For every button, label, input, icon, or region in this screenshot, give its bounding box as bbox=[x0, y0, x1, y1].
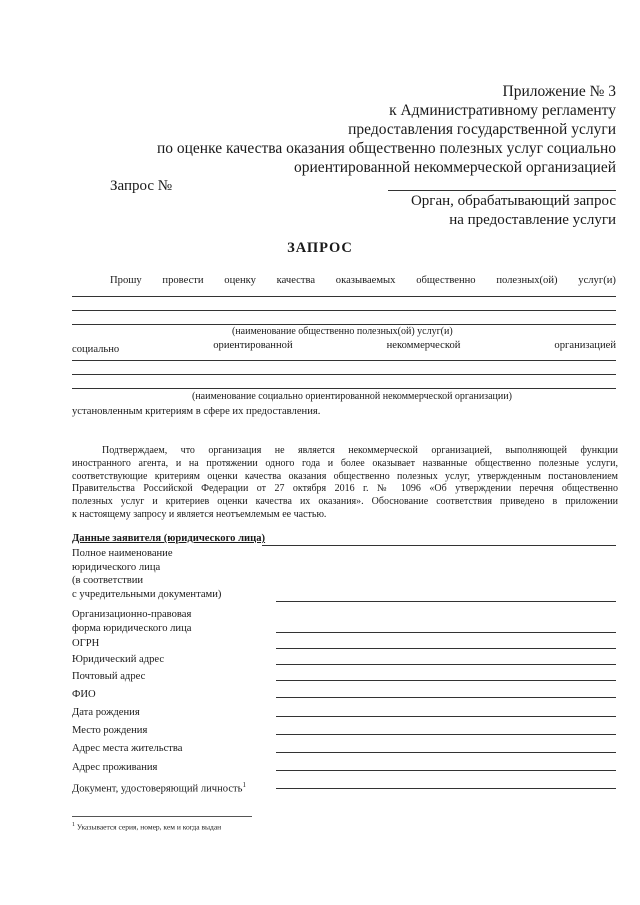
field-label-residence-address: Адрес места жительства bbox=[72, 743, 183, 754]
org-word: ориентированной bbox=[213, 340, 293, 351]
footnote-ref: 1 bbox=[242, 781, 246, 789]
field-label-line: форма юридического лица bbox=[72, 622, 192, 634]
intro-word: Прошу bbox=[110, 275, 142, 286]
confirmation-line: иностранного агента, и на протяжении одного года и более оказывает названные общественно полезные услуги, bbox=[72, 457, 618, 469]
intro-word: провести bbox=[162, 275, 204, 286]
org-line-1 bbox=[72, 360, 616, 361]
field-residence-address[interactable] bbox=[276, 752, 616, 753]
intro-word: общественно bbox=[416, 275, 476, 286]
org-line-2 bbox=[72, 374, 616, 375]
services-line-2 bbox=[72, 310, 616, 311]
confirmation-paragraph bbox=[72, 445, 618, 522]
footnote bbox=[72, 822, 221, 832]
confirmation-line: Подтверждаем, что организация не является некоммерческой организацией, выполняющей функции bbox=[102, 445, 618, 456]
request-number-label: Запрос № bbox=[110, 178, 173, 194]
appendix-regulation: к Административному регламенту bbox=[389, 102, 616, 119]
org-word: некоммерческой bbox=[386, 340, 461, 351]
appendix-quality: по оценке качества оказания общественно полезных услуг социально bbox=[156, 140, 616, 157]
field-label-stay-address: Адрес проживания bbox=[72, 762, 158, 773]
field-id-document[interactable] bbox=[276, 788, 616, 789]
intro-word: услуг(и) bbox=[578, 275, 616, 286]
confirmation-line: Правительства Российской Федерации от 27 октября 2016 г. № 1096 «Об утверждении перечня общественно bbox=[72, 483, 618, 495]
field-label-line: (в соответствии bbox=[72, 575, 144, 586]
field-stay-address[interactable] bbox=[276, 770, 616, 771]
footnote-text: Указывается серия, номер, кем и когда выдан bbox=[76, 822, 222, 832]
field-label-line: Организационно-правовая bbox=[72, 609, 192, 620]
footnote-separator bbox=[72, 816, 252, 817]
field-legal-form[interactable] bbox=[276, 632, 616, 633]
field-label-birth-place: Место рождения bbox=[72, 725, 148, 736]
field-label-ogrn: ОГРН bbox=[72, 638, 100, 649]
org-caption: (наименование социально ориентированной некоммерческой организации) bbox=[192, 391, 512, 402]
field-birth-date[interactable] bbox=[276, 716, 616, 717]
org-word: организацией bbox=[554, 340, 616, 351]
field-legal-address[interactable] bbox=[276, 664, 616, 665]
confirmation-line: соответствующие критериям оценки качества оказания общественно полезных услуг, утвержденным постановлением bbox=[72, 470, 618, 482]
applicant-section-title: Данные заявителя (юридического лица) bbox=[72, 533, 266, 544]
field-label-line: юридического лица bbox=[72, 561, 161, 573]
organization-line bbox=[72, 340, 616, 355]
field-label-legal-address: Юридический адрес bbox=[72, 654, 165, 665]
services-caption: (наименование общественно полезных(ой) услуг(и) bbox=[232, 326, 453, 337]
confirmation-line: полезных услуг и критериев оценки качества их оказания». Обоснование соответствия приведено в приложении bbox=[72, 496, 618, 508]
appendix-organization: ориентированной некоммерческой организацией bbox=[294, 159, 616, 176]
intro-word: полезных(ой) bbox=[496, 275, 558, 286]
field-label-legal-form bbox=[72, 608, 191, 635]
organ-label-2: на предоставление услуги bbox=[449, 212, 616, 228]
field-fio[interactable] bbox=[276, 697, 616, 698]
applicant-title-line bbox=[262, 545, 616, 546]
org-word: социально bbox=[72, 344, 120, 355]
field-ogrn[interactable] bbox=[276, 648, 616, 649]
field-label-birth-date: Дата рождения bbox=[72, 707, 140, 718]
services-line-3 bbox=[72, 324, 616, 325]
org-line-3 bbox=[72, 388, 616, 389]
field-label-fio: ФИО bbox=[72, 689, 96, 700]
appendix-service: предоставления государственной услуги bbox=[348, 121, 616, 138]
field-label-postal-address: Почтовый адрес bbox=[72, 671, 146, 682]
field-label-line: с учредительными документами) bbox=[72, 588, 222, 600]
field-full-name[interactable] bbox=[276, 601, 616, 602]
intro-line bbox=[110, 275, 616, 286]
appendix-number: Приложение № 3 bbox=[502, 83, 616, 100]
footnote-mark: 1 bbox=[72, 822, 75, 828]
organ-signature-line bbox=[388, 190, 616, 191]
confirmation-line: к настоящему запросу и является неотъемлемым ее частью. bbox=[72, 508, 327, 520]
document-title: ЗАПРОС bbox=[287, 240, 353, 256]
intro-word: оценку bbox=[224, 275, 256, 286]
field-label-id-document bbox=[72, 779, 246, 796]
organ-label: Орган, обрабатывающий запрос bbox=[410, 193, 616, 209]
field-label-id-document-text: Документ, удостоверяющий личность bbox=[72, 783, 243, 795]
field-birth-place[interactable] bbox=[276, 734, 616, 735]
field-label-full-name bbox=[72, 547, 221, 601]
intro-word: качества bbox=[276, 275, 316, 286]
intro-word: оказываемых bbox=[335, 275, 396, 286]
field-label-line: Полное наименование bbox=[72, 548, 173, 559]
services-line-1 bbox=[72, 296, 616, 297]
field-postal-address[interactable] bbox=[276, 680, 616, 681]
criteria-text: установленным критериям в сфере их предоставления. bbox=[72, 406, 321, 417]
